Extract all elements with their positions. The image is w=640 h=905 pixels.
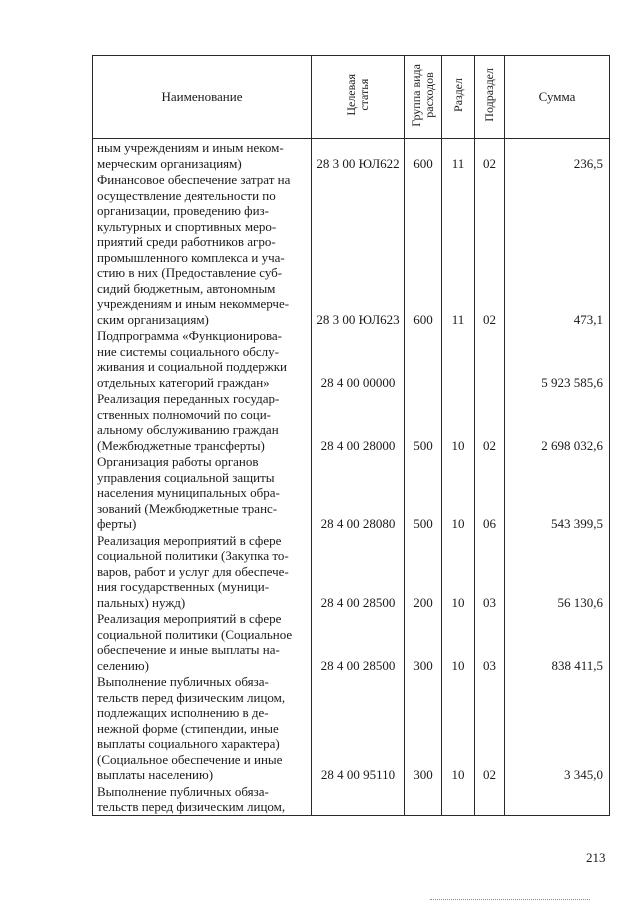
row-expense-group (405, 390, 442, 453)
row-target-article (312, 673, 405, 783)
row-name-line: ние системы социального обслу- (97, 343, 279, 359)
row-section-value: 11 (451, 311, 465, 327)
row-section (442, 783, 475, 816)
row-section-value: 10 (451, 657, 465, 673)
row-name-line: осуществление деятельности по (97, 187, 276, 203)
row-name-line: выплаты социального характера) (97, 736, 280, 751)
row-expense-group (405, 139, 442, 172)
row-name-line: Реализация мероприятий в сфере (97, 611, 282, 626)
row-name-line: (Социальное обеспечение и иные (97, 751, 283, 767)
row-name-line: управления социальной защиты (97, 469, 275, 485)
table-row (93, 171, 610, 327)
row-name (93, 390, 312, 453)
row-name-line: тельств перед физическим лицом, (97, 689, 286, 705)
row-section (442, 390, 475, 453)
page-number: 213 (586, 850, 606, 865)
row-expense-group-value: 500 (413, 516, 433, 531)
row-subsection (475, 390, 505, 453)
row-sum-value: 473,1 (573, 311, 603, 327)
row-sum-value: 543 399,5 (551, 516, 603, 531)
row-expense-group (405, 532, 442, 611)
footer-rule (430, 899, 590, 900)
row-sum (505, 139, 610, 172)
row-sum (505, 171, 610, 327)
row-sum-value: 2 698 032,6 (541, 437, 603, 453)
row-target-article (312, 783, 405, 816)
row-sum (505, 673, 610, 783)
budget-table (92, 55, 610, 816)
row-name-line: (Межбюджетные трансферты) (97, 437, 265, 453)
header-section: Раздел (442, 56, 475, 139)
row-name-line: зований (Межбюджетные транс- (97, 500, 278, 516)
row-name-line: ным учреждениям и иным неком- (97, 140, 284, 155)
row-name-line: выплаты населению) (97, 767, 214, 782)
row-name (93, 327, 312, 390)
row-section (442, 673, 475, 783)
row-name-line: социальной политики (Социальное (97, 626, 293, 642)
row-section-value: 10 (451, 767, 465, 782)
row-name-line: организации, проведению физ- (97, 203, 270, 218)
row-subsection-value: 06 (483, 516, 496, 531)
row-name-line: тельств перед физическим лицом, (97, 799, 286, 814)
row-target-article (312, 327, 405, 390)
row-name (93, 171, 312, 327)
row-name-line: нежной форме (стипендии, иные (97, 720, 279, 736)
row-name-line: промышленного комплекса и уча- (97, 249, 285, 265)
row-subsection-value: 03 (483, 657, 496, 673)
row-sum-value: 838 411,5 (551, 657, 603, 673)
row-subsection (475, 139, 505, 172)
header-subsection: Подраздел (475, 56, 505, 139)
row-name-line: ским организациям) (97, 311, 209, 327)
row-sum-value: 3 345,0 (564, 767, 603, 782)
header-name: Наименование (93, 56, 312, 139)
row-section-value: 10 (451, 516, 465, 531)
row-name (93, 453, 312, 532)
row-target-article (312, 390, 405, 453)
row-name-line: обеспечение и иные выплаты на- (97, 642, 280, 657)
row-expense-group (405, 327, 442, 390)
row-subsection-value: 03 (483, 594, 496, 610)
row-expense-group (405, 610, 442, 673)
row-subsection (475, 783, 505, 816)
row-name-line: варов, работ и услуг для обеспече- (97, 563, 289, 579)
row-name-line: Организация работы органов (97, 454, 259, 469)
row-subsection-value: 02 (483, 155, 496, 171)
row-expense-group (405, 453, 442, 532)
row-expense-group-value: 600 (413, 311, 433, 327)
row-name-line: населения муниципальных обра- (97, 485, 280, 500)
row-name-line: учреждениям и иным некоммерче- (97, 296, 290, 311)
row-name-line: подлежащих исполнению в де- (97, 705, 269, 720)
row-subsection (475, 673, 505, 783)
row-section-value: 11 (451, 155, 465, 171)
row-name (93, 783, 312, 816)
row-section (442, 610, 475, 673)
row-expense-group-value: 600 (413, 155, 433, 171)
row-sum (505, 610, 610, 673)
row-section-value: 10 (451, 437, 465, 453)
row-name-line: Выполнение публичных обяза- (97, 674, 269, 689)
row-expense-group (405, 171, 442, 327)
row-target-article (312, 610, 405, 673)
row-name-line: отдельных категорий граждан» (97, 374, 270, 390)
row-target-article-value: 28 3 00 ЮЛ623 (316, 311, 400, 327)
table-row (93, 139, 610, 172)
row-target-article-value: 28 4 00 28000 (320, 437, 396, 453)
row-name-line: Выполнение публичных обяза- (97, 783, 269, 799)
row-name-line: приятий среди работников агро- (97, 234, 276, 249)
row-target-article (312, 532, 405, 611)
row-subsection-value: 02 (483, 767, 496, 782)
row-section (442, 532, 475, 611)
row-name-line: Реализация мероприятий в сфере (97, 532, 282, 548)
row-subsection-value: 02 (483, 437, 496, 453)
row-name-line: селению) (97, 657, 149, 673)
header-expense-group: Группа вида расходов (405, 56, 442, 139)
row-sum-value: 236,5 (573, 155, 603, 171)
row-sum-value: 56 130,6 (557, 594, 603, 610)
row-name-line: социальной политики (Закупка то- (97, 548, 289, 563)
row-sum (505, 390, 610, 453)
table-row (93, 453, 610, 532)
table-row (93, 532, 610, 611)
table-row (93, 390, 610, 453)
row-name (93, 610, 312, 673)
row-name (93, 673, 312, 783)
row-section (442, 171, 475, 327)
row-name-line: пальных) нужд) (97, 594, 186, 610)
row-target-article-value: 28 4 00 28500 (320, 657, 396, 673)
table-row (93, 610, 610, 673)
row-target-article-value: 28 4 00 95110 (320, 767, 396, 782)
row-name-line: ферты) (97, 516, 137, 531)
row-expense-group-value: 300 (413, 767, 433, 782)
row-section-value: 10 (451, 594, 465, 610)
row-target-article-value: 28 4 00 28080 (320, 516, 396, 531)
row-target-article-value: 28 4 00 00000 (320, 374, 396, 390)
row-target-article-value: 28 4 00 28500 (320, 594, 396, 610)
row-target-article (312, 453, 405, 532)
header-target-article: Целевая статья (312, 56, 405, 139)
row-subsection (475, 327, 505, 390)
row-name-line: стию в них (Предоставление суб- (97, 265, 283, 280)
row-subsection (475, 453, 505, 532)
row-section (442, 327, 475, 390)
row-name-line: альному обслуживанию граждан (97, 422, 279, 437)
row-name-line: живания и социальной поддержки (97, 359, 288, 374)
row-name-line: культурных и спортивных меро- (97, 218, 277, 234)
row-section (442, 139, 475, 172)
row-sum (505, 783, 610, 816)
row-expense-group (405, 673, 442, 783)
row-target-article (312, 171, 405, 327)
row-name-line: Подпрограмма «Функционирова- (97, 328, 283, 343)
row-section (442, 453, 475, 532)
row-name-line: ственных полномочий по соци- (97, 406, 271, 422)
row-subsection (475, 171, 505, 327)
table-row (93, 327, 610, 390)
table-header-row (93, 56, 610, 139)
row-target-article-value: 28 3 00 ЮЛ622 (316, 155, 400, 171)
row-expense-group-value: 300 (413, 657, 433, 673)
table-row (93, 673, 610, 783)
row-expense-group-value: 200 (413, 594, 433, 610)
row-name-line: мерческим организациям) (97, 155, 242, 171)
row-subsection-value: 02 (483, 311, 496, 327)
row-name-line: Реализация переданных государ- (97, 391, 280, 406)
row-name-line: Финансовое обеспечение затрат на (97, 172, 291, 187)
row-sum (505, 453, 610, 532)
header-sum: Сумма (505, 56, 610, 139)
row-expense-group (405, 783, 442, 816)
row-name (93, 532, 312, 611)
row-target-article (312, 139, 405, 172)
row-name-line: сидий бюджетным, автономным (97, 280, 276, 296)
row-subsection (475, 532, 505, 611)
row-name-line: ния государственных (муници- (97, 579, 270, 594)
row-subsection (475, 610, 505, 673)
row-sum (505, 327, 610, 390)
row-expense-group-value: 500 (413, 437, 433, 453)
row-sum (505, 532, 610, 611)
table-row (93, 783, 610, 816)
row-sum-value: 5 923 585,6 (541, 374, 603, 390)
row-name (93, 139, 312, 172)
